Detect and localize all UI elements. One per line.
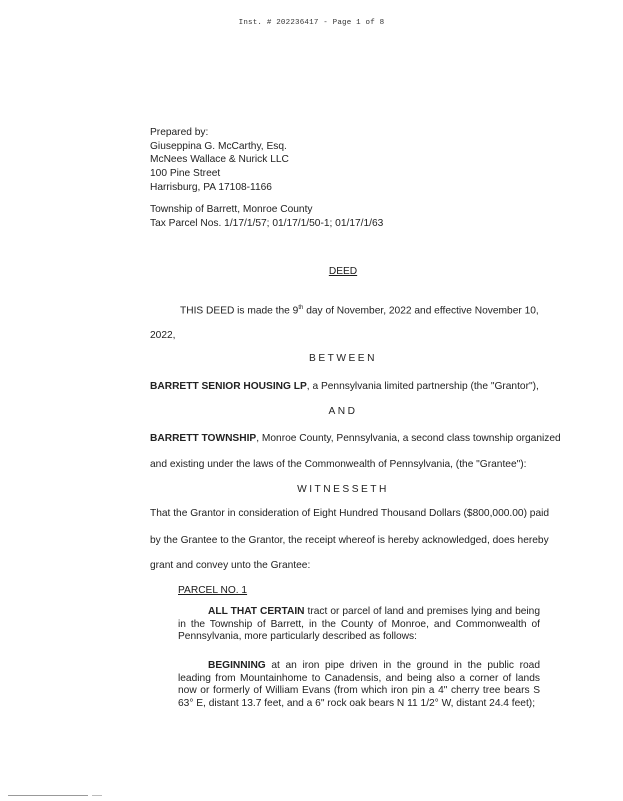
footer-rule-dash	[92, 795, 102, 796]
township-line: Township of Barrett, Monroe County	[150, 204, 313, 215]
grantor-desc: , a Pennsylvania limited partnership (the "Grantor"),	[306, 381, 539, 392]
intro-line-1	[180, 305, 539, 316]
instrument-header: Inst. # 202236417 - Page 1 of 8	[238, 19, 385, 27]
grantee-line-1	[150, 433, 561, 444]
consideration-line-1: That the Grantor in consideration of Eight Hundred Thousand Dollars ($800,000.00) paid	[150, 508, 550, 519]
beginning-bold: BEGINNING	[208, 660, 266, 671]
all-that-bold: ALL THAT CERTAIN	[208, 606, 305, 617]
footer-rule	[8, 795, 88, 796]
intro-sup: th	[298, 305, 304, 311]
consideration-line-3: grant and convey unto the Grantee:	[150, 560, 311, 571]
firm-street: 100 Pine Street	[150, 168, 221, 180]
intro-text-b: day of November, 2022 and effective November 10,	[303, 305, 539, 317]
intro-line-2: 2022,	[150, 330, 176, 341]
witnesseth-heading: WITNESSETH	[297, 484, 389, 495]
grantee-name: BARRETT TOWNSHIP	[150, 433, 257, 444]
township-block	[150, 203, 383, 230]
firm-city: Harrisburg, PA 17108-1166	[150, 181, 272, 193]
grantor-name: BARRETT SENIOR HOUSING LP	[150, 381, 307, 392]
preparer-name: Giuseppina G. McCarthy, Esq.	[150, 140, 287, 152]
grantee-line-2: and existing under the laws of the Commonwealth of Pennsylvania, (the "Grantee"):	[150, 459, 527, 470]
law-firm: McNees Wallace & Nurick LLC	[150, 154, 289, 166]
prepared-by-line: Prepared by:	[150, 127, 209, 138]
all-that-text: tract or parcel of land and premises lying and being in the Township of Barrett, in the County of Monroe, and Commonwealth of Pennsylvania, more particularly described as follows:	[178, 606, 540, 643]
consideration-line-2: by the Grantee to the Grantor, the receipt whereof is hereby acknowledged, does hereby	[150, 535, 549, 546]
beginning-paragraph	[178, 660, 540, 710]
intro-text-a: THIS DEED is made the 9	[180, 305, 299, 317]
all-that-certain-paragraph	[178, 606, 540, 644]
tax-parcel-line: Tax Parcel Nos. 1/17/1/57; 01/17/1/50-1; 01/17/1/63	[150, 217, 384, 229]
prepared-by-block	[150, 126, 289, 195]
grantee-desc: , Monroe County, Pennsylvania, a second class township organized	[256, 433, 561, 444]
beginning-text: at an iron pipe driven in the ground in the public road leading from Mountainhome to Canadensis, and being also a corner of lands now or formerly of William Evans (from which iron pin a 4" cherry tree bears S 63° E, distant 13.7 feet, and a 6" rock oak bears N 11 1/2° W, distant 24.4 feet);	[178, 660, 540, 709]
grantor-line	[150, 381, 539, 392]
and-heading: AND	[328, 406, 358, 417]
deed-title: DEED	[328, 266, 358, 277]
between-heading: BETWEEN	[309, 353, 377, 364]
parcel-label: PARCEL NO. 1	[178, 585, 248, 596]
